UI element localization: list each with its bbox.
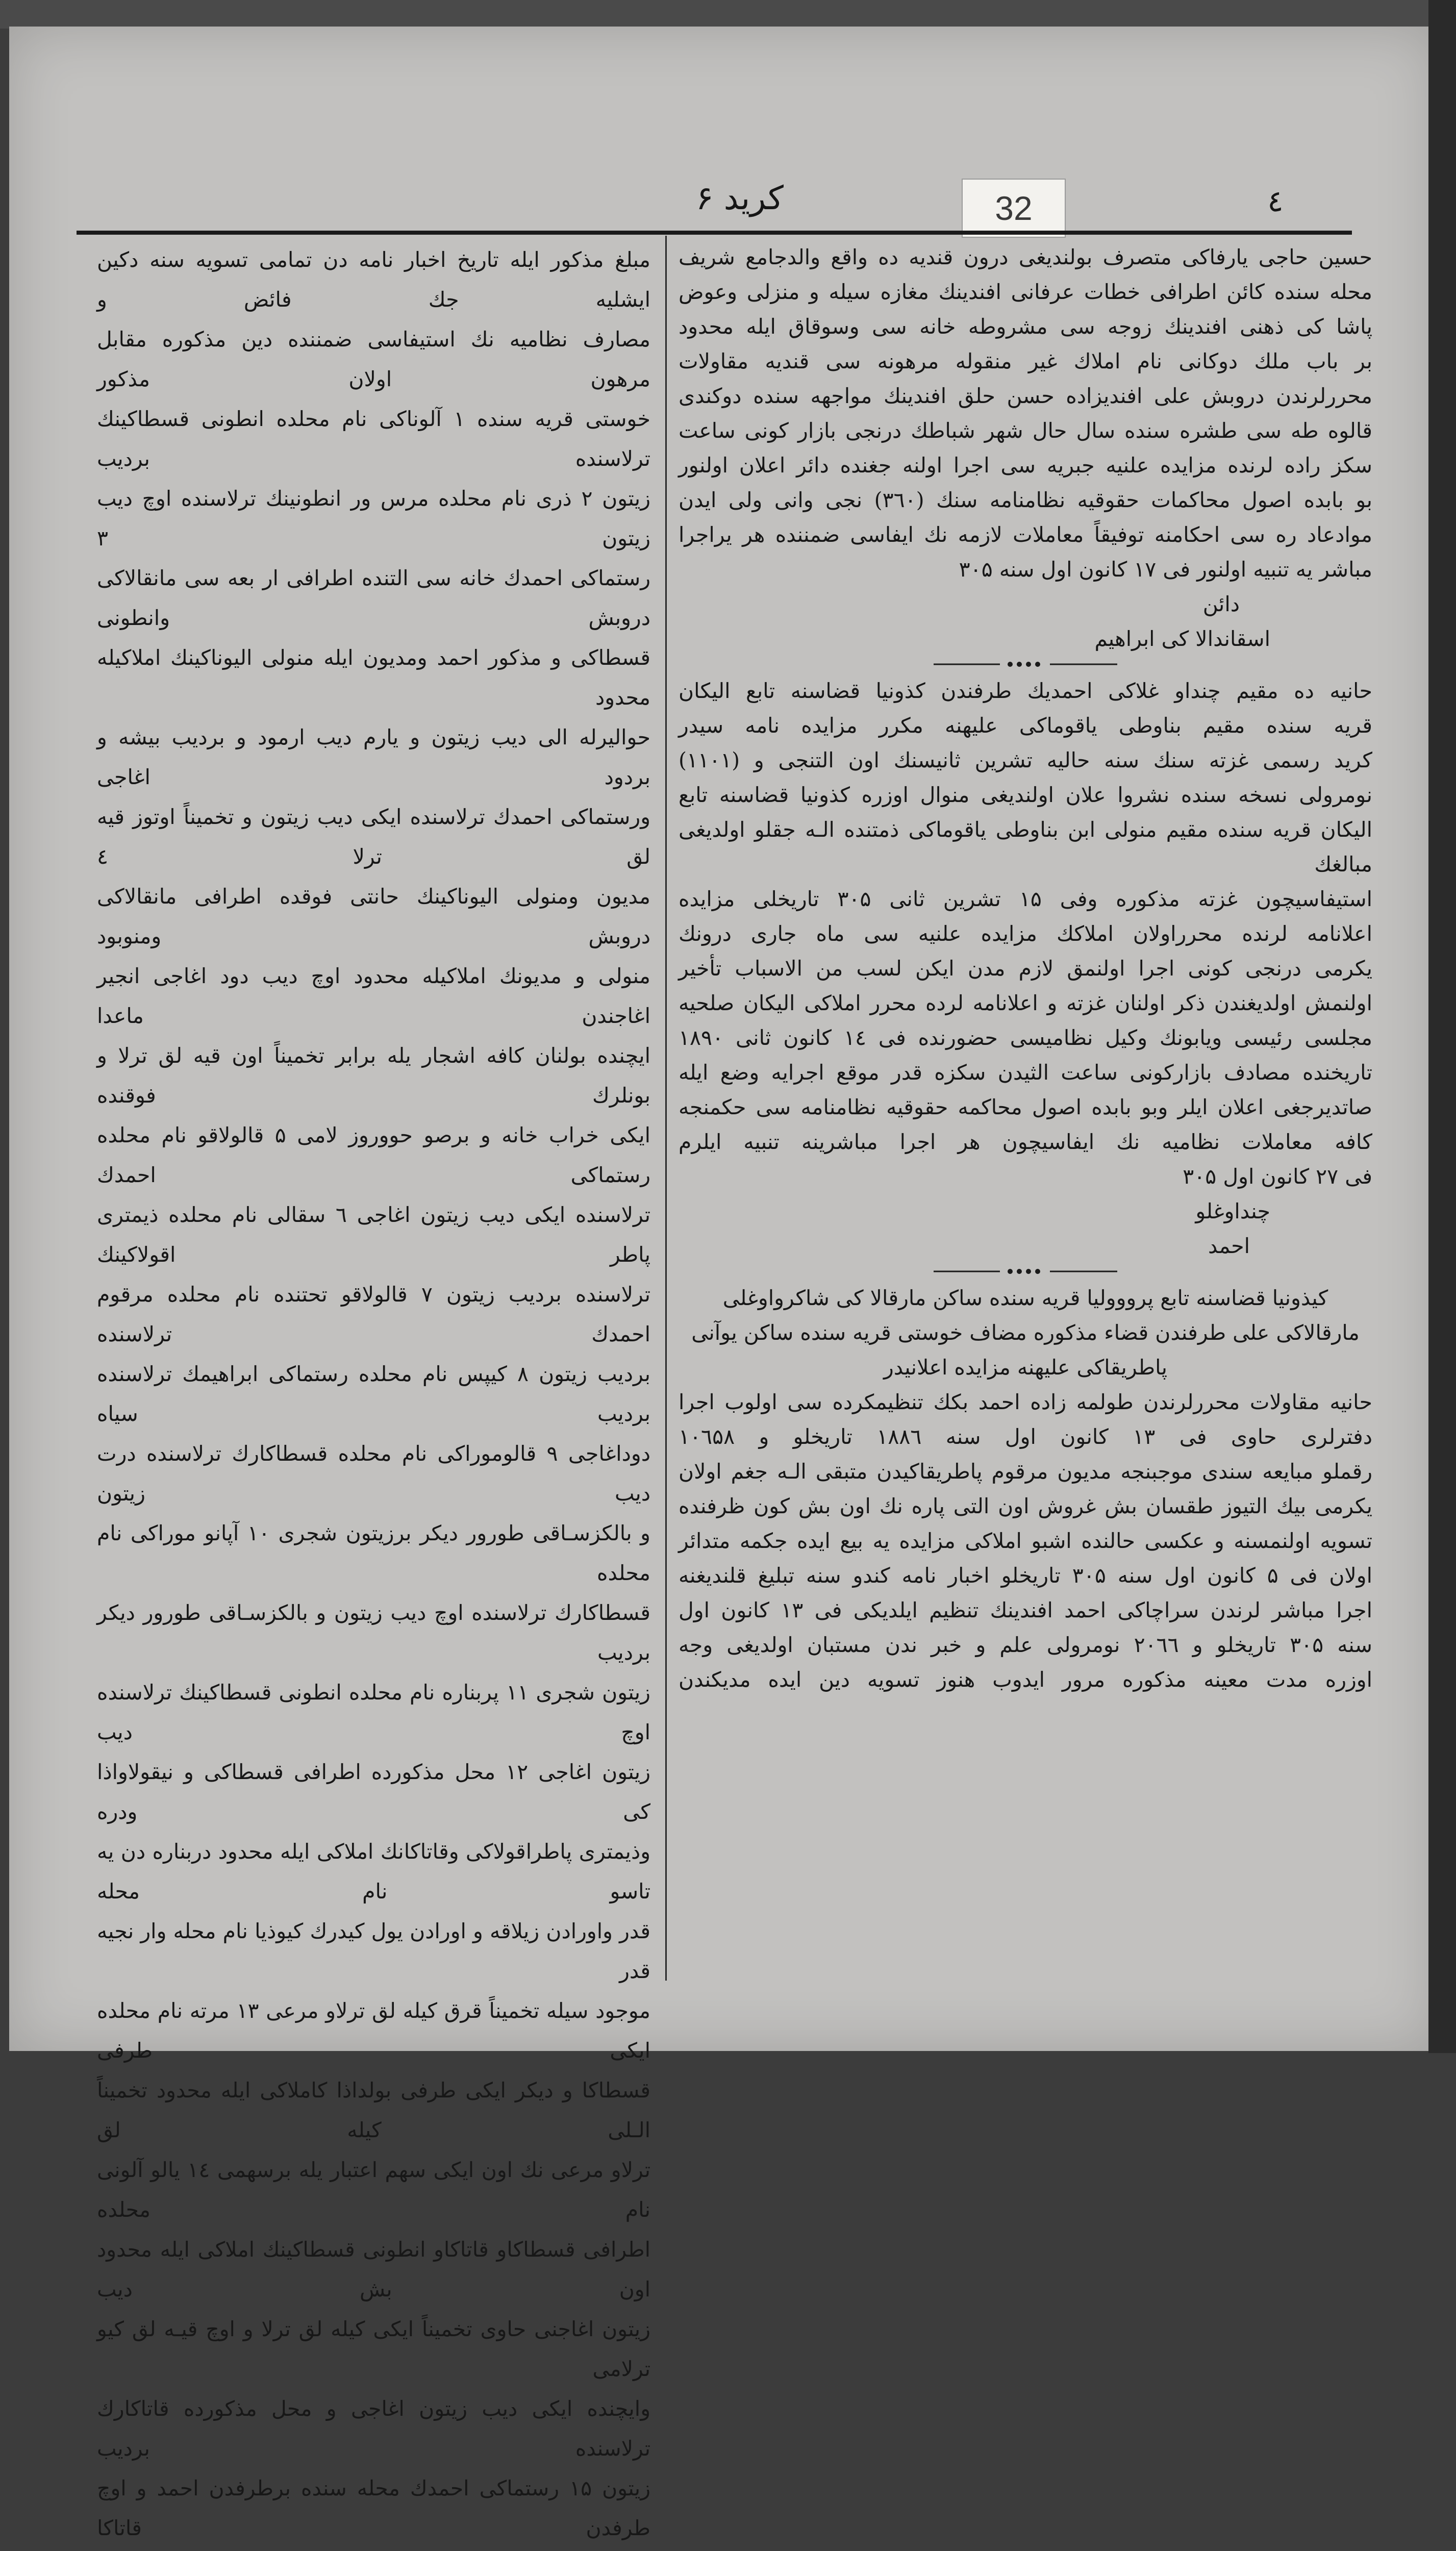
text-line: الیکان قریه سنده مقیم منولی ابن بناوطی یاقوماکی ذمتنده الـه جقلو اولدیغی مبالغك — [679, 817, 1372, 877]
text-line: کیذونیا قضاسنه تابع پرووولیا قریه سنده ساکن مارقالا کی شاکرواوغلی — [722, 1286, 1328, 1310]
text-line: خوستی قریه سنده ١ آلوناکی نام محلده انطونی قسطاکینك ترلاسنده بردیب — [97, 407, 650, 471]
text-line: قریه سنده مقیم بناوطی یاقوماکی علیهنه مکرر مزایده نامه سیدر — [679, 713, 1372, 738]
text-line: بو بابده اصول محاکمات حقوقیه نظامنامه سنك (۳٦۰) نجی وانی ولی ایدن — [679, 488, 1373, 512]
text-line: حسین حاجی یارفاکی متصرف بولندیغی درون قندیه ده واقع والدجامع شریف — [679, 245, 1372, 269]
signature-1-role: دائن — [1202, 592, 1240, 616]
scan-top-border — [0, 0, 1456, 29]
text-line: مجلسی رئیسی ویابونك وکیل نظامیسی حضورنده فی ١٤ کانون ثانی ۱۸۹۰ — [679, 1026, 1372, 1050]
signature-2-surname: چنداوغلو — [1195, 1199, 1270, 1223]
page-header — [77, 168, 1352, 235]
text-line: استیفاسیچون غزته مذکوره وفی ١۵ تشرین ثانی ۳۰۵ تاریخلی مزایده — [679, 887, 1372, 911]
ornament-separator-icon — [934, 1266, 1117, 1277]
text-line: قدر واورادن زیلاقه و اورادن یول کیدرك کیوذیا نام محله وار نجیه قدر — [97, 1919, 650, 1983]
text-line: زیتون اغاجی ١۲ محل مذکورده اطرافی قسطاکی و نیقولاواذا کی ودره — [97, 1760, 650, 1824]
text-line: پاطریقاکی علیهنه مزایده اعلانیدر — [883, 1355, 1168, 1380]
archive-stamp: 32 — [962, 179, 1066, 238]
text-line: قسطاکی و مذکور احمد ومدیون ایله منولی الیوناکینك املاکیله محدود — [97, 645, 650, 710]
text-line: سنه ۳۰۵ تاریخلو و ۲۰٦٦ نومرولی علم و خبر ندن مستبان اولدیغی وجه — [679, 1633, 1372, 1657]
ornament-separator — [679, 1263, 1372, 1281]
text-line: حانیه ده مقیم چنداو غلاکی احمدیك طرفندن کذونیا قضاسنه تابع الیکان — [679, 679, 1372, 703]
text-line: قالوه طه سی طشره سنده سال حال شهر شباطك درنجی بازار کونی ساعت — [679, 418, 1372, 443]
notice-2 — [679, 673, 1372, 1194]
text-line: صاتدیرجغی اعلان ایلر وبو بابده اصول محاکمه حقوقیه نظامنامه سی حکمنجه — [679, 1095, 1372, 1119]
text-line: اوزره مدت معینه مذکوره مرور ایدوب هنوز تسویه دین ایده مدیکندن — [679, 1667, 1372, 1692]
text-line: بر باب ملك دوکانی نام املاك غیر منقوله مرهونه سی قندیه مقاولات — [679, 349, 1372, 373]
text-line: ترلاسنده بردیب زیتون ۷ قالولاقو تحتنده نام محلده مرقوم احمدك ترلاسنده — [97, 1282, 650, 1346]
text-line: یکرمی بیك التیوز طقسان بش غروش اون التی پاره نك اون بش کون ظرفنده — [679, 1494, 1372, 1518]
text-line: مباشر یه تنبیه اولنور فی ١۷ کانون اول سنه ۳۰۵ — [959, 557, 1372, 582]
text-line: اطرافی قسطاکاو قاتاکاو انطونی قسطاکینك املاکی ایله محدود اون بش دیب — [97, 2237, 650, 2302]
text-line: قسطاکا و دیکر ایکی طرفی بولداذا کاملاکی ایله محدود تخمیناً الـلی کیله لق — [97, 2078, 650, 2142]
text-line: محررلرندن دروبش علی افندیزاده حسن حلق افندینك مواجهه سنده دوکندی — [679, 384, 1372, 408]
signature-1-name: اسقاندالا کی ابراهیم — [1094, 627, 1270, 651]
text-line: مدیون ومنولی الیوناکینك حانتی فوقده اطرافی مانقالاکی دروبش ومنوبود — [97, 884, 650, 948]
text-line: دوداغاجی ۹ قالوموراکی نام محلده قسطاکارك ترلاسنده درت دیب زیتون — [97, 1441, 650, 1506]
text-line: وایچنده ایکی دیب زیتون اغاجی و محل مذکورده قاتاکارك ترلاسنده بردیب — [97, 2396, 650, 2461]
text-line: یکرمی درنجی کونی اجرا اولنمق لازم مدن ایکن لسب من الاسباب تأخیر — [679, 956, 1372, 981]
text-line — [97, 2548, 650, 2551]
text-line: اعلانامه لرنده محرراولان املاکك مزایده علنیه سی ماه جاری درونك — [679, 921, 1372, 946]
ornament-separator — [679, 656, 1372, 673]
text-line: تسویه اولنمسنه و عکسی حالنده اشبو املاکی مزایده یه بیع ایده جکمه متدائر — [679, 1529, 1372, 1553]
text-line: زیتون اغاجنی حاوی تخمیناً ایکی کیله لق ترلا و اوچ قیـه لق کیو ترلامی — [97, 2317, 650, 2381]
text-line: کافه معاملات نظامیه نك ایفاسیچون هر اجرا مباشرینه تنبیه ایلرم — [679, 1130, 1372, 1154]
text-line: حوالیرله الی دیب زیتون و یارم دیب ارمود و بردیب بیشه و بردود اغاجی — [97, 725, 650, 789]
text-line: حانیه مقاولات محررلرندن طولمه زاده احمد بکك تنظیمکرده سی اولوب اجرا — [679, 1390, 1372, 1414]
text-line: موجود سیله تخمیناً قرق کیله لق ترلاو مرعی ١۳ مرته نام محلده ایکی طرفی — [97, 1998, 650, 2063]
text-line: ایکی خراب خانه و برصو حووروز لامی ۵ قالولاقو نام محلده رستماکی احمدك — [97, 1123, 650, 1187]
text-line: اولنمش اولدیغندن ذکر اولنان غزته و اعلانامه لرده محرر املاکی الیکان صلحیه — [679, 991, 1372, 1015]
text-line: زیتون ۲ ذری نام محلده مرس ور انطونینك ترلاسنده اوچ دیب زیتون ۳ — [97, 486, 650, 551]
text-line: بردیب زیتون ۸ کیپس نام محلده رستماکی ابراهیمك ترلاسنده بردیب سیاه — [97, 1362, 650, 1426]
text-line: رستماکی احمدك خانه سی التنده اطرافی ار بعه سی مانقالاکی دروبش وانطونی — [97, 566, 650, 630]
page-number: ٤ — [1267, 184, 1284, 218]
ornament-separator-icon — [934, 659, 1117, 669]
text-line: سکز راده لرنده مزایده علنیه جبریه سی اجرا اولنه جغنده دائر اعلان اولنور — [679, 453, 1372, 478]
signature-2-name: احمد — [1208, 1234, 1250, 1258]
text-line: زیتون ١۵ رستماکی احمدك محله سنده برطرفدن احمد و اوچ طرفدن قاتاکا — [97, 2476, 650, 2540]
text-line: رقملو مبایعه سندی موجبنجه مدیون مرقوم پاطریقاکیدن متبقی الـه جغم اولان — [679, 1459, 1372, 1484]
text-line: ترلاو مرعی نك اون ایکی سهم اعتبار یله برسهمی ١٤ یالو آلونی نام محلده — [97, 2158, 651, 2222]
newspaper-title: کرید ۶ — [696, 180, 784, 217]
notice-3 — [679, 1385, 1372, 1697]
text-line: فی ۲۷ کانون اول ۳۰۵ — [1183, 1164, 1372, 1189]
right-column — [679, 240, 1372, 1697]
text-line: و بالکزسـاقی طورور دیکر برزیتون شجری ١۰ آپانو موراکی نام محلده — [97, 1521, 650, 1585]
text-line: قسطاکارك ترلاسنده اوچ دیب زیتون و بالکزسـاقی طورور دیکر بردیب — [97, 1600, 650, 1665]
left-column — [97, 240, 650, 2551]
text-line: تاریخنده مصادف بازارکونی ساعت الثیدن سکزه قدر موقع اجرایه وضع ایله — [679, 1060, 1372, 1085]
text-line: ورستماکی احمدك ترلاسنده ایکی دیب زیتون و تخمیناً اوتوز قیه لق ترلا ٤ — [97, 805, 650, 869]
header-rule — [77, 231, 1352, 235]
text-line: اولان فی ۵ کانون اول سنه ۳۰۵ تاریخلو اخبار نامه کندو سنه تبلیغ قلندیغنه — [679, 1563, 1373, 1588]
text-line: ایچنده بولنان کافه اشجار یله برابر تخمیناً اون قیه لق ترلا و بونلرك فوقنده — [97, 1043, 650, 1108]
text-line: کرید رسمی غزته سنك سنه حالیه تشرین ثانیسنك اون التنجی و (١١٠١) — [679, 748, 1372, 772]
text-line: ترلاسنده ایکی دیب زیتون اغاجی ٦ سقالی نام محلده ذیمتری پاطر اقولاکینك — [97, 1203, 650, 1267]
text-line: زیتون شجری ١١ پربناره نام محلده انطونی قسطاکینك ترلاسنده اوچ دیب — [97, 1680, 650, 1744]
text-line: محله سنده کائن اطرافی خطات عرفانی افندینك مغازه سیله و منزلی وعوض — [679, 280, 1372, 304]
text-line: پاشا کی ذهنی افندینك زوجه سی مشروطه خانه سی وسوقاق ایله محدود — [679, 314, 1372, 339]
scan-right-border — [1428, 0, 1456, 2053]
text-line: نومرولی نسخه سنده نشروا علان اولندیغی منوال اوزره کذونیا قضاسنه تابع — [679, 783, 1372, 807]
notice-1 — [679, 240, 1372, 587]
text-line: موادعاد ره سی احکامنه توفیقاً معاملات لازمه نك ایفاسی ضمننده هر یراجرا — [679, 522, 1372, 547]
text-line: مصارف نظامیه نك استیفاسی ضمننده دین مذکوره مقابل مرهون اولان مذکور — [97, 327, 650, 391]
text-line: دفترلری حاوی فی ١۳ کانون اول سنه ۱۸۸٦ تاریخلو و ١۰٦۵۸ — [679, 1424, 1373, 1449]
text-line: مبلغ مذکور ایله تاریخ اخبار نامه دن تمامی تسویه سنه دکین ایشلیه جك فائض و — [97, 247, 650, 312]
text-line: وذیمتری پاطراقولاکی وقاتاکانك املاکی ایله محدود دربناره دن یه تاسو نام محله — [97, 1839, 650, 1904]
column-divider — [665, 236, 667, 1981]
notice-3-heading — [679, 1281, 1372, 1385]
text-line: مارقالاکی علی طرفندن قضاء مذکوره مضاف خوستی قریه سنده ساکن یوآنی — [691, 1320, 1360, 1345]
text-line: اجرا مباشر لرندن سراچاکی احمد افندینك تنظیم ایلدیکی فی ١۳ کانون اول — [679, 1598, 1373, 1622]
text-line: منولی و مدیونك املاکیله محدود اوچ دیب دود اغاجی انجیر اغاجندن ماعدا — [97, 964, 650, 1028]
